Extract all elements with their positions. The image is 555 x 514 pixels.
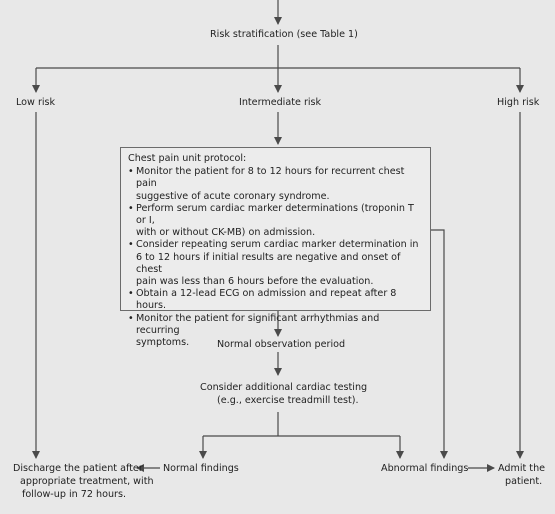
risk-stratification-label: Risk stratification (see Table 1) bbox=[210, 29, 358, 40]
normal-findings-label: Normal findings bbox=[163, 463, 239, 474]
protocol-item: • Monitor the patient for significant arrhythmias and recurring symptoms. bbox=[128, 313, 424, 350]
protocol-title: Chest pain unit protocol: bbox=[128, 153, 247, 164]
protocol-item: • Consider repeating serum cardiac marker determination in 6 to 12 hours if initial results are negative and onset of chest pain was less than 6 hours before the evaluation. bbox=[128, 239, 424, 288]
additional-testing-label-line1: Consider additional cardiac testing bbox=[200, 382, 368, 393]
high-risk-label: High risk bbox=[497, 97, 540, 108]
discharge-label-line1: Discharge the patient after bbox=[13, 463, 143, 474]
normal-observation-label: Normal observation period bbox=[217, 339, 346, 350]
discharge-label-line2: appropriate treatment, with bbox=[20, 476, 154, 487]
discharge-label-line3: follow-up in 72 hours. bbox=[22, 489, 127, 500]
protocol-item: • Perform serum cardiac marker determinations (troponin T or I, with or without CK-MB) on admission. bbox=[128, 203, 424, 240]
protocol-item: • Monitor the patient for 8 to 12 hours for recurrent chest pain suggestive of acute coronary syndrome. bbox=[128, 166, 424, 203]
low-risk-label: Low risk bbox=[16, 97, 56, 108]
admit-label-line2: patient. bbox=[505, 476, 543, 487]
intermediate-risk-label: Intermediate risk bbox=[239, 97, 322, 108]
abnormal-findings-label: Abnormal findings bbox=[381, 463, 469, 474]
protocol-list bbox=[128, 166, 424, 349]
connector-protocol-to-abnormal bbox=[431, 230, 444, 458]
protocol-item: • Obtain a 12-lead ECG on admission and repeat after 8 hours. bbox=[128, 288, 424, 312]
additional-testing-label-line2: (e.g., exercise treadmill test). bbox=[217, 395, 359, 406]
admit-label-line1: Admit the bbox=[498, 463, 546, 474]
